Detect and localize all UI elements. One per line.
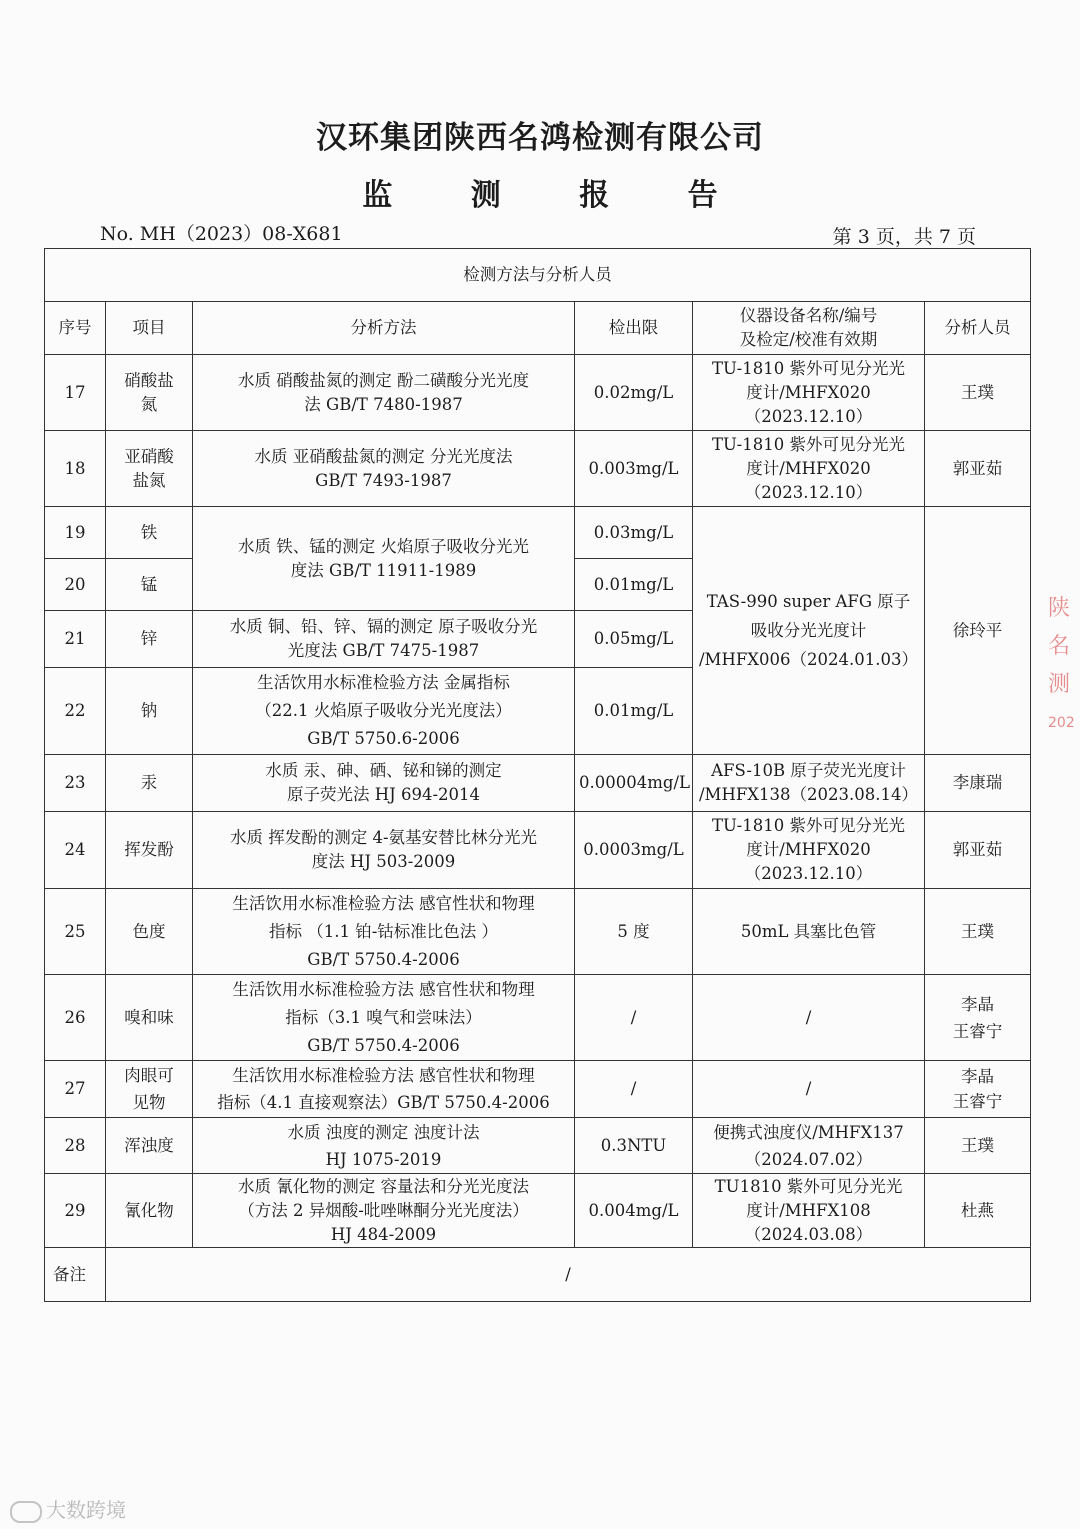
remarks-value: / xyxy=(106,1248,1031,1302)
row-limit: 0.00004mg/L xyxy=(575,755,693,812)
row-analyst: 李晶 王睿宁 xyxy=(925,1061,1031,1118)
row-no: 26 xyxy=(45,975,106,1061)
col-header-no: 序号 xyxy=(45,302,106,355)
remarks-label: 备注 xyxy=(45,1248,106,1302)
row-limit: 0.0003mg/L xyxy=(575,812,693,889)
row-item: 亚硝酸 盐氮 xyxy=(106,431,193,507)
report-number: No. MH（2023）08-X681 xyxy=(100,223,343,245)
row-limit: 0.01mg/L xyxy=(575,668,693,755)
col-header-instrument: 仪器设备名称/编号 及检定/校准有效期 xyxy=(693,302,925,355)
row-limit: 0.01mg/L xyxy=(575,559,693,611)
row-item: 挥发酚 xyxy=(106,812,193,889)
row-no: 24 xyxy=(45,812,106,889)
row-analyst: 杜燕 xyxy=(925,1174,1031,1248)
row-method: 水质 浊度的测定 浊度计法 HJ 1075-2019 xyxy=(193,1118,575,1174)
watermark xyxy=(10,1494,126,1523)
row-limit: / xyxy=(575,1061,693,1118)
methods-table xyxy=(44,248,1031,1302)
row-instrument: TU-1810 紫外可见分光光 度计/MHFX020 （2023.12.10） xyxy=(693,431,925,507)
row-method: 水质 硝酸盐氮的测定 酚二磺酸分光光度 法 GB/T 7480-1987 xyxy=(193,355,575,431)
row-instrument: AFS-10B 原子荧光光度计 /MHFX138（2023.08.14） xyxy=(693,755,925,812)
table-row xyxy=(45,755,1031,812)
table-row xyxy=(45,507,1031,559)
row-method: 生活饮用水标准检验方法 感官性状和物理 指标 （1.1 铂-钴标准比色法 ） GB/T 5750.4-2006 xyxy=(193,889,575,975)
row-method: 水质 氰化物的测定 容量法和分光光度法 （方法 2 异烟酸-吡唑啉酮分光光度法） HJ 484-2009 xyxy=(193,1174,575,1248)
row-item: 色度 xyxy=(106,889,193,975)
row-instrument: / xyxy=(693,1061,925,1118)
row-method: 水质 铁、锰的测定 火焰原子吸收分光光 度法 GB/T 11911-1989 xyxy=(193,507,575,611)
row-method: 水质 亚硝酸盐氮的测定 分光光度法 GB/T 7493-1987 xyxy=(193,431,575,507)
row-instrument: 50mL 具塞比色管 xyxy=(693,889,925,975)
row-item: 肉眼可 见物 xyxy=(106,1061,193,1118)
row-limit: / xyxy=(575,975,693,1061)
table-row xyxy=(45,889,1031,975)
row-analyst: 郭亚茹 xyxy=(925,812,1031,889)
table-row xyxy=(45,975,1031,1061)
row-method: 生活饮用水标准检验方法 感官性状和物理 指标（4.1 直接观察法）GB/T 5750.4-2006 xyxy=(193,1061,575,1118)
row-no: 27 xyxy=(45,1061,106,1118)
row-no: 28 xyxy=(45,1118,106,1174)
row-instrument: TU1810 紫外可见分光光 度计/MHFX108 （2024.03.08） xyxy=(693,1174,925,1248)
row-limit: 5 度 xyxy=(575,889,693,975)
row-item: 钠 xyxy=(106,668,193,755)
row-no: 19 xyxy=(45,507,106,559)
table-row xyxy=(45,431,1031,507)
col-header-limit: 检出限 xyxy=(575,302,693,355)
row-no: 21 xyxy=(45,611,106,668)
table-row xyxy=(45,355,1031,431)
row-instrument: 便携式浊度仪/MHFX137 （2024.07.02） xyxy=(693,1118,925,1174)
watermark-logo-icon xyxy=(10,1501,42,1523)
row-analyst: 王璞 xyxy=(925,889,1031,975)
row-limit: 0.03mg/L xyxy=(575,507,693,559)
row-item: 氰化物 xyxy=(106,1174,193,1248)
row-analyst: 李康瑞 xyxy=(925,755,1031,812)
row-method: 水质 汞、砷、硒、铋和锑的测定 原子荧光法 HJ 694-2014 xyxy=(193,755,575,812)
watermark-text: 大数跨境 xyxy=(46,1498,126,1522)
report-title: 监 测 报 告 xyxy=(362,178,752,213)
table-row xyxy=(45,812,1031,889)
row-method: 生活饮用水标准检验方法 感官性状和物理 指标（3.1 嗅气和尝味法） GB/T 5750.4-2006 xyxy=(193,975,575,1061)
col-header-item: 项目 xyxy=(106,302,193,355)
row-item: 锌 xyxy=(106,611,193,668)
row-no: 25 xyxy=(45,889,106,975)
row-limit: 0.004mg/L xyxy=(575,1174,693,1248)
table-row xyxy=(45,1174,1031,1248)
col-header-method: 分析方法 xyxy=(193,302,575,355)
row-limit: 0.05mg/L xyxy=(575,611,693,668)
row-analyst: 徐玲平 xyxy=(925,507,1031,755)
row-no: 23 xyxy=(45,755,106,812)
company-name: 汉环集团陕西名鸿检测有限公司 xyxy=(316,120,764,156)
row-item: 硝酸盐 氮 xyxy=(106,355,193,431)
row-limit: 0.3NTU xyxy=(575,1118,693,1174)
row-analyst: 郭亚茹 xyxy=(925,431,1031,507)
row-item: 嗅和味 xyxy=(106,975,193,1061)
row-instrument: TAS-990 super AFG 原子 吸收分光光度计 /MHFX006（2024.01.03） xyxy=(693,507,925,755)
row-item: 铁 xyxy=(106,507,193,559)
row-no: 17 xyxy=(45,355,106,431)
table-row xyxy=(45,1118,1031,1174)
table-row xyxy=(45,1061,1031,1118)
row-limit: 0.003mg/L xyxy=(575,431,693,507)
row-no: 29 xyxy=(45,1174,106,1248)
row-limit: 0.02mg/L xyxy=(575,355,693,431)
remarks-row xyxy=(45,1248,1031,1302)
row-analyst: 王璞 xyxy=(925,1118,1031,1174)
row-no: 18 xyxy=(45,431,106,507)
row-analyst: 李晶 王睿宁 xyxy=(925,975,1031,1061)
row-instrument: TU-1810 紫外可见分光光 度计/MHFX020 （2023.12.10） xyxy=(693,812,925,889)
row-analyst: 王璞 xyxy=(925,355,1031,431)
col-header-analyst: 分析人员 xyxy=(925,302,1031,355)
table-header-row xyxy=(45,302,1031,355)
row-item: 浑浊度 xyxy=(106,1118,193,1174)
row-item: 锰 xyxy=(106,559,193,611)
table-caption: 检测方法与分析人员 xyxy=(45,249,1031,302)
red-stamp: 陕 名 测 202 xyxy=(1048,596,1075,731)
row-method: 生活饮用水标准检验方法 金属指标 （22.1 火焰原子吸收分光光度法） GB/T 5750.6-2006 xyxy=(193,668,575,755)
row-method: 水质 铜、铅、锌、镉的测定 原子吸收分光 光度法 GB/T 7475-1987 xyxy=(193,611,575,668)
row-no: 22 xyxy=(45,668,106,755)
row-instrument: TU-1810 紫外可见分光光 度计/MHFX020 （2023.12.10） xyxy=(693,355,925,431)
row-instrument: / xyxy=(693,975,925,1061)
row-no: 20 xyxy=(45,559,106,611)
row-item: 汞 xyxy=(106,755,193,812)
page-info: 第 3 页，共 7 页 xyxy=(832,226,976,248)
row-method: 水质 挥发酚的测定 4-氨基安替比林分光光 度法 HJ 503-2009 xyxy=(193,812,575,889)
